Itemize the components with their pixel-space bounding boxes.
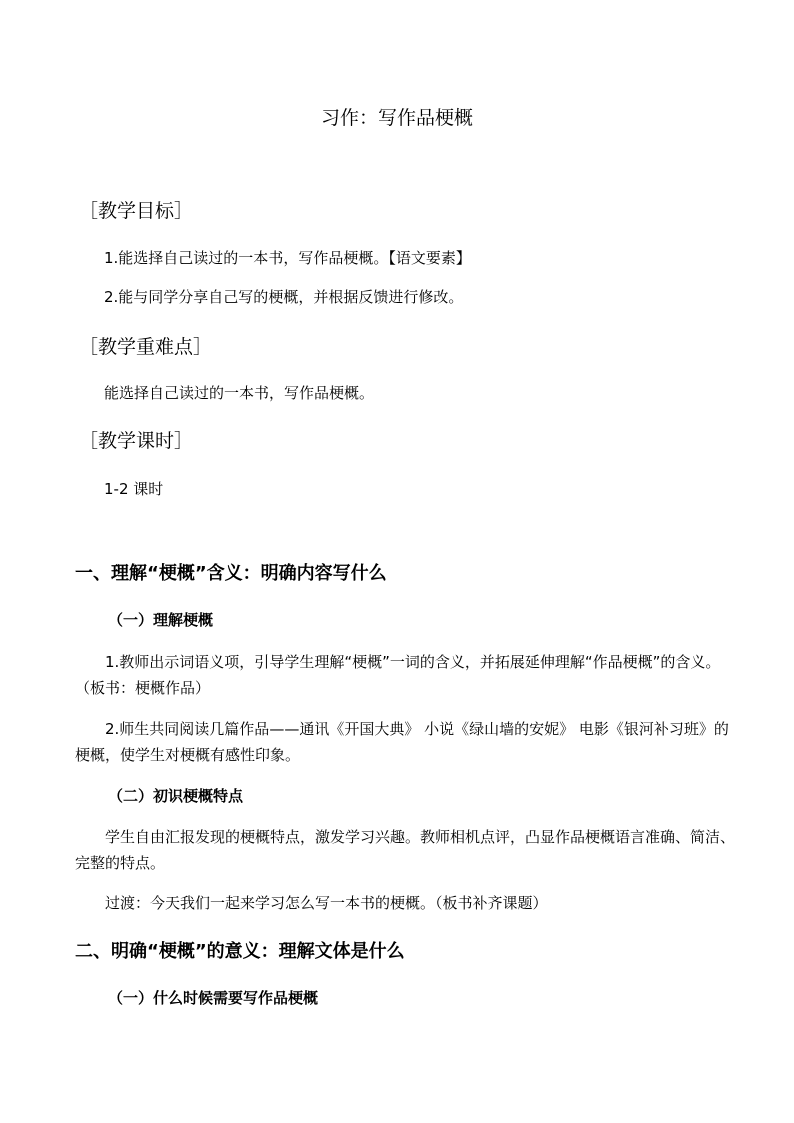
goal-item-2: 2.能与同学分享自己写的梗概，并根据反馈进行修改。 xyxy=(104,288,464,306)
section-heading-key-points: ［教学重难点］ xyxy=(79,336,213,358)
document-title: 习作：写作品梗概 xyxy=(320,107,473,129)
goal-item-1: 1.能选择自己读过的一本书，写作品梗概。【语文要素】 xyxy=(104,249,471,267)
part1-sub2-heading: （二）初识梗概特点 xyxy=(108,787,244,805)
section-heading-hours: ［教学课时］ xyxy=(79,430,194,452)
hours-text: 1-2 课时 xyxy=(104,480,164,498)
part1-heading: 一、理解“梗概”含义：明确内容写什么 xyxy=(75,563,387,584)
part1-sub1-paragraph-2: 2.师生共同阅读几篇作品——通讯《开国大典》 小说《绿山墙的安妮》 电影《银河补习班》的梗概，使学生对梗概有感性印象。 xyxy=(75,720,729,764)
part1-sub1-heading: （一）理解梗概 xyxy=(108,611,214,629)
part1-sub2-paragraph-2: 过渡：今天我们一起来学习怎么写一本书的梗概。（板书补齐课题） xyxy=(105,894,548,912)
section-heading-goals: ［教学目标］ xyxy=(79,200,194,222)
part2-sub1-heading: （一）什么时候需要写作品梗概 xyxy=(108,989,319,1007)
part2-heading: 二、明确“梗概”的意义：理解文体是什么 xyxy=(75,941,405,962)
part1-sub2-paragraph-1: 学生自由汇报发现的梗概特点，激发学习兴趣。教师相机点评，凸显作品梗概语言准确、简洁、完整的特点。 xyxy=(75,828,736,872)
key-points-text: 能选择自己读过的一本书，写作品梗概。 xyxy=(104,384,375,402)
part1-sub1-paragraph-1: 1.教师出示词语义项，引导学生理解“梗概”一词的含义，并拓展延伸理解“作品梗概”的含义。（板书：梗概作品） xyxy=(75,653,721,697)
